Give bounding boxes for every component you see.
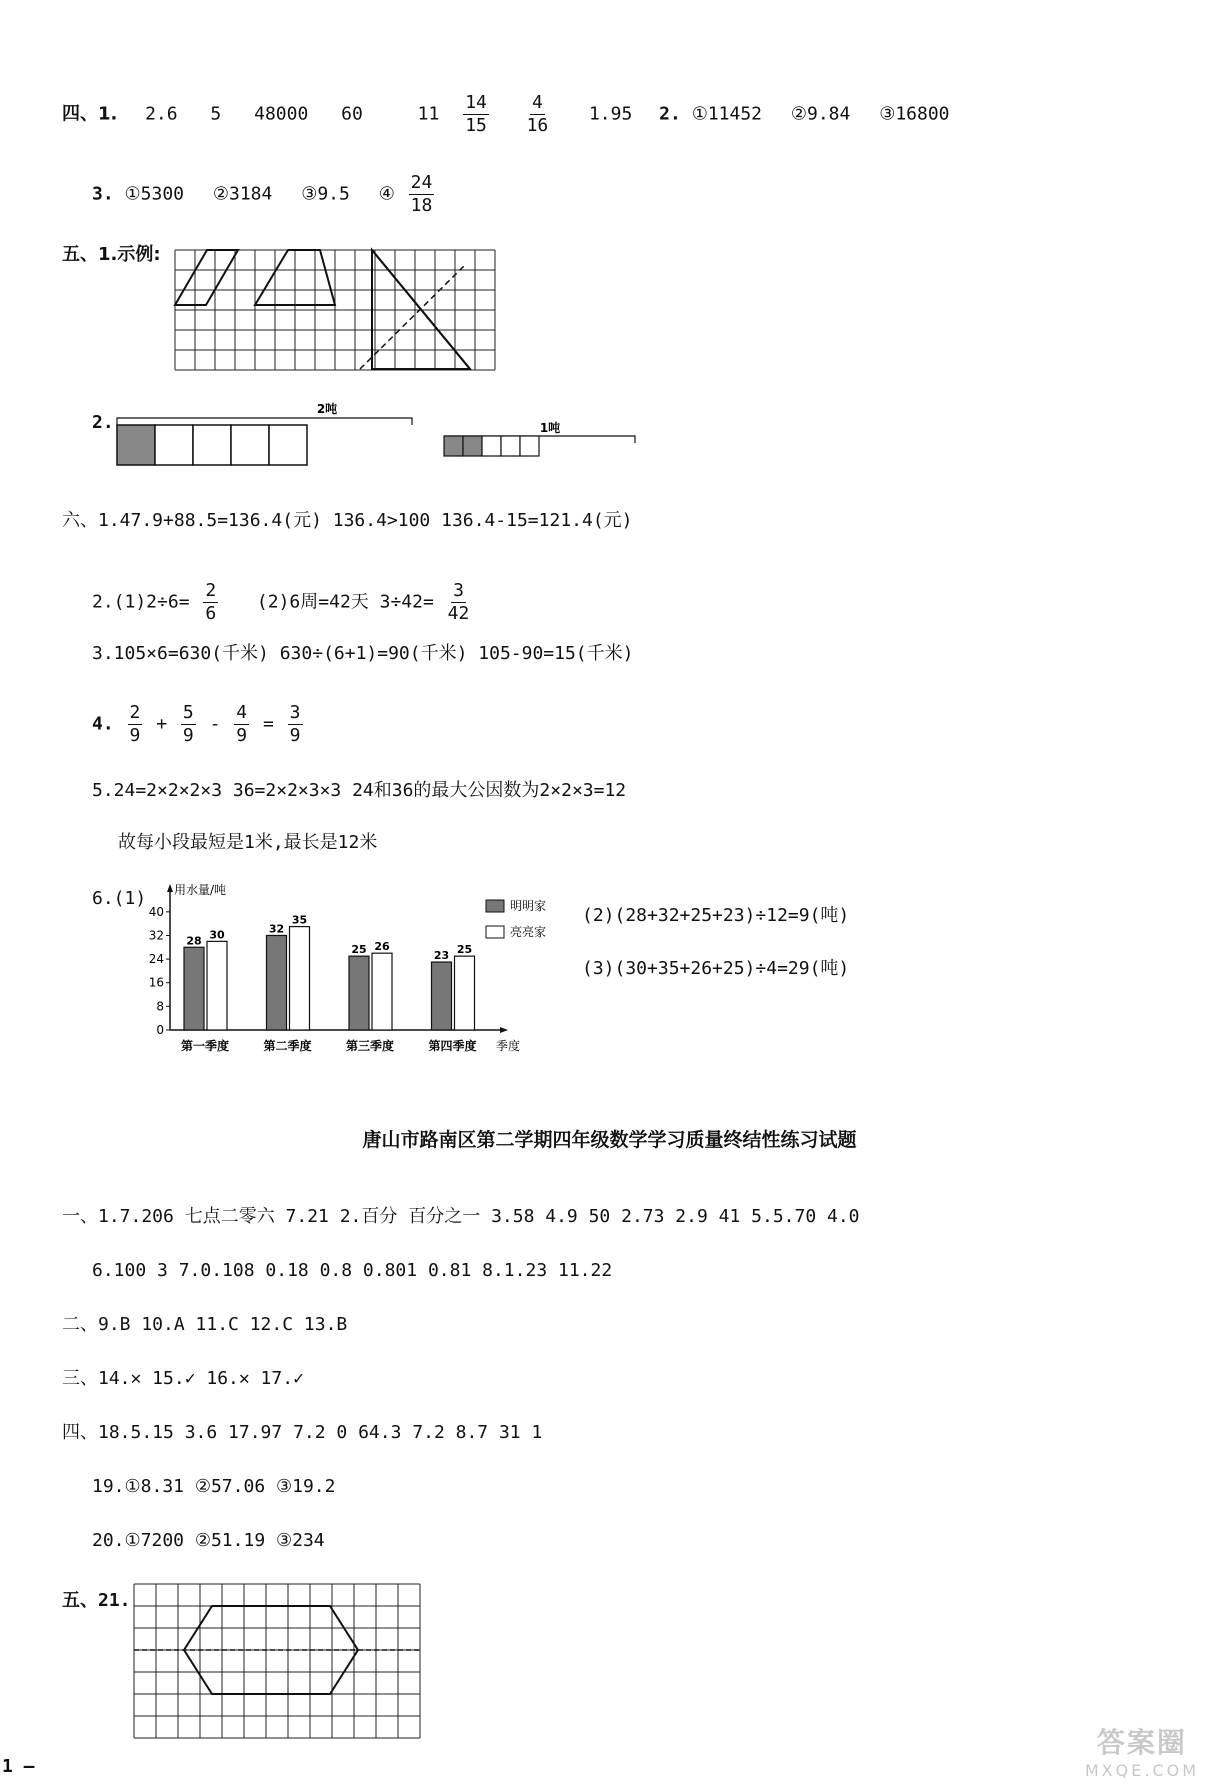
bar-value-label: 35 xyxy=(291,913,308,927)
x-axis-arrow xyxy=(500,1027,508,1033)
sec6-q4-fraction-3: $\frac{4}{9}$ xyxy=(236,702,248,746)
sec4-q2-label: 2. xyxy=(659,103,681,125)
watermark-logo: 答案圈 MXQE.COM xyxy=(1084,1726,1199,1780)
exam-grid-figure xyxy=(132,1584,427,1736)
sec6-q2-line xyxy=(92,580,472,625)
sec6-q5-line1: 5.24=2×2×2×3 36=2×2×3×3 24和36的最大公因数为2×2×3=12 xyxy=(92,780,627,801)
sec4-val-3: 48000 xyxy=(254,103,309,125)
sec6-q2-b: (2)6周=42天 3÷42= xyxy=(256,591,434,613)
sec4-q3-a: ①5300 xyxy=(124,183,185,205)
chart-bar xyxy=(290,927,310,1030)
exam-line-4: 三、14.✕ 15.✓ 16.✕ 17.✓ xyxy=(62,1368,304,1389)
sec4-val-2: 5 xyxy=(210,103,222,125)
sec6-q4-line xyxy=(92,702,306,747)
bar1-segment xyxy=(231,425,269,465)
exam-line-3: 二、9.B 10.A 11.C 12.C 13.B xyxy=(62,1314,348,1335)
water-usage-bar-chart xyxy=(140,880,540,1070)
bar-value-label: 25 xyxy=(456,943,473,957)
chart-bar xyxy=(349,956,369,1030)
bar2-segment xyxy=(520,436,539,456)
bar1-label: 2吨 xyxy=(316,402,338,416)
legend-label: 明明家 xyxy=(510,899,547,913)
sec4-q2-a: ①11452 xyxy=(691,103,763,125)
chart-bar xyxy=(432,962,452,1030)
bar2-label: 1吨 xyxy=(539,421,561,435)
legend-label: 亮亮家 xyxy=(510,925,547,939)
sec6-q4-fraction-1: $\frac{2}{9}$ xyxy=(129,702,141,746)
sec4-q3-b: ②3184 xyxy=(212,183,273,205)
category-label: 第四季度 xyxy=(428,1039,477,1053)
sec4-val-5: 11 xyxy=(417,103,440,125)
plus-sign: + xyxy=(156,713,168,735)
sec6-q3: 3.105×6=630(千米) 630÷(6+1)=90(千米) 105-90=15(千米) xyxy=(92,643,634,664)
bar-value-label: 30 xyxy=(209,928,225,942)
sec6-q4-fraction-4: $\frac{3}{9}$ xyxy=(289,702,301,746)
bar-value-label: 26 xyxy=(374,940,390,954)
y-tick-label: 8 xyxy=(156,999,164,1014)
exam-line-6: 19.①8.31 ②57.06 ③19.2 xyxy=(92,1476,336,1497)
chart-bar xyxy=(207,941,227,1030)
sec4-q1-line xyxy=(62,92,950,137)
bar-value-label: 25 xyxy=(351,943,367,957)
sec5-grid-figure xyxy=(170,245,510,375)
sec4-q1-label: 四、1. xyxy=(62,103,118,125)
page-number: 1 — xyxy=(2,1756,35,1777)
exam-line-2: 6.100 3 7.0.108 0.18 0.8 0.801 0.81 8.1.23 11.22 xyxy=(92,1260,613,1281)
sec6-q1: 六、1.47.9+88.5=136.4(元) 136.4>100 136.4-15=121.4(元) xyxy=(62,510,633,531)
sec4-val-1: 2.6 xyxy=(145,103,178,125)
bar1-segment xyxy=(117,425,155,465)
bar-value-label: 23 xyxy=(433,949,450,963)
chart-bar xyxy=(372,953,392,1030)
bar-value-label: 28 xyxy=(186,934,202,948)
sec6-q4-label: 4. xyxy=(92,713,114,735)
y-tick-label: 16 xyxy=(148,975,164,990)
chart-legend xyxy=(484,895,584,955)
sec4-q3-d: ④ xyxy=(378,183,395,205)
sec6-q6-3: (3)(30+35+26+25)÷4=29(吨) xyxy=(582,958,850,979)
exam-line-8: 五、21. xyxy=(62,1590,131,1611)
sec4-q2-b: ②9.84 xyxy=(790,103,851,125)
parallelogram-shape xyxy=(175,250,238,305)
exam-line-5: 四、18.5.15 3.6 17.97 7.2 0 64.3 7.2 8.7 31 1 xyxy=(62,1422,543,1443)
sec6-q2-fraction-2: $\frac{3}{42}$ xyxy=(447,580,470,624)
x-axis-label: 季度 xyxy=(495,1039,521,1053)
sec4-q3-label: 3. xyxy=(92,183,114,205)
legend-swatch xyxy=(486,900,504,912)
bar2-segment xyxy=(444,436,463,456)
minus-sign: - xyxy=(209,713,221,735)
symmetry-axis-line xyxy=(360,265,465,369)
exam-line-7: 20.①7200 ②51.19 ③234 xyxy=(92,1530,325,1551)
sec6-q4-fraction-2: $\frac{5}{9}$ xyxy=(182,702,194,746)
sec4-val-4: 60 xyxy=(341,103,363,125)
sec4-q3-line xyxy=(92,172,437,217)
bar1-segment xyxy=(193,425,231,465)
bar-value-label: 32 xyxy=(268,922,285,936)
bar2-segment xyxy=(482,436,501,456)
category-label: 第一季度 xyxy=(180,1039,230,1053)
exam-line-1: 一、1.7.206 七点二零六 7.21 2.百分 百分之一 3.58 4.9 50 2.73 2.9 41 5.5.70 4.0 xyxy=(62,1206,860,1227)
y-axis-label: 用水量/吨 xyxy=(174,883,227,897)
chart-bar xyxy=(455,956,475,1030)
sec6-q5-line2: 故每小段最短是1米,最长是12米 xyxy=(118,832,378,853)
y-axis-arrow xyxy=(167,884,173,892)
y-tick-label: 24 xyxy=(148,952,164,967)
sec6-q6-label: 6.(1) xyxy=(92,888,147,909)
y-tick-label: 32 xyxy=(148,928,164,943)
bar1-segment xyxy=(155,425,193,465)
category-label: 第二季度 xyxy=(263,1039,312,1053)
equals-sign: = xyxy=(262,713,274,735)
sec4-fraction-3: $\frac{24}{18}$ xyxy=(410,172,433,216)
exam-title: 唐山市路南区第二学期四年级数学学习质量终结性练习试题 xyxy=(362,1129,857,1151)
bar2-segment xyxy=(501,436,520,456)
chart-bar xyxy=(267,935,287,1030)
sec6-q6-2: (2)(28+32+25+23)÷12=9(吨) xyxy=(582,905,850,926)
sec4-fraction-1: $\frac{14}{15}$ xyxy=(465,92,487,136)
legend-swatch xyxy=(486,926,504,938)
sec4-fraction-2: $\frac{4}{16}$ xyxy=(526,92,549,136)
category-label: 第三季度 xyxy=(345,1039,395,1053)
bar2-segment xyxy=(463,436,482,456)
sec5-q2-label: 2. xyxy=(92,412,114,433)
sec5-bar2 xyxy=(442,434,542,464)
y-tick-label: 0 xyxy=(156,1023,164,1037)
y-tick-label: 40 xyxy=(148,904,164,919)
sec5-q1-label: 五、1.示例: xyxy=(62,244,161,265)
chart-bar xyxy=(184,947,204,1030)
sec6-q2-fraction-1: $\frac{2}{6}$ xyxy=(205,580,217,624)
bar1-segment xyxy=(269,425,307,465)
sec6-q2-a: 2.(1)2÷6= xyxy=(92,591,190,613)
sec4-q2-c: ③16800 xyxy=(879,103,950,125)
sec4-q3-c: ③9.5 xyxy=(301,183,350,205)
sec4-val-6: 1.95 xyxy=(588,103,633,125)
